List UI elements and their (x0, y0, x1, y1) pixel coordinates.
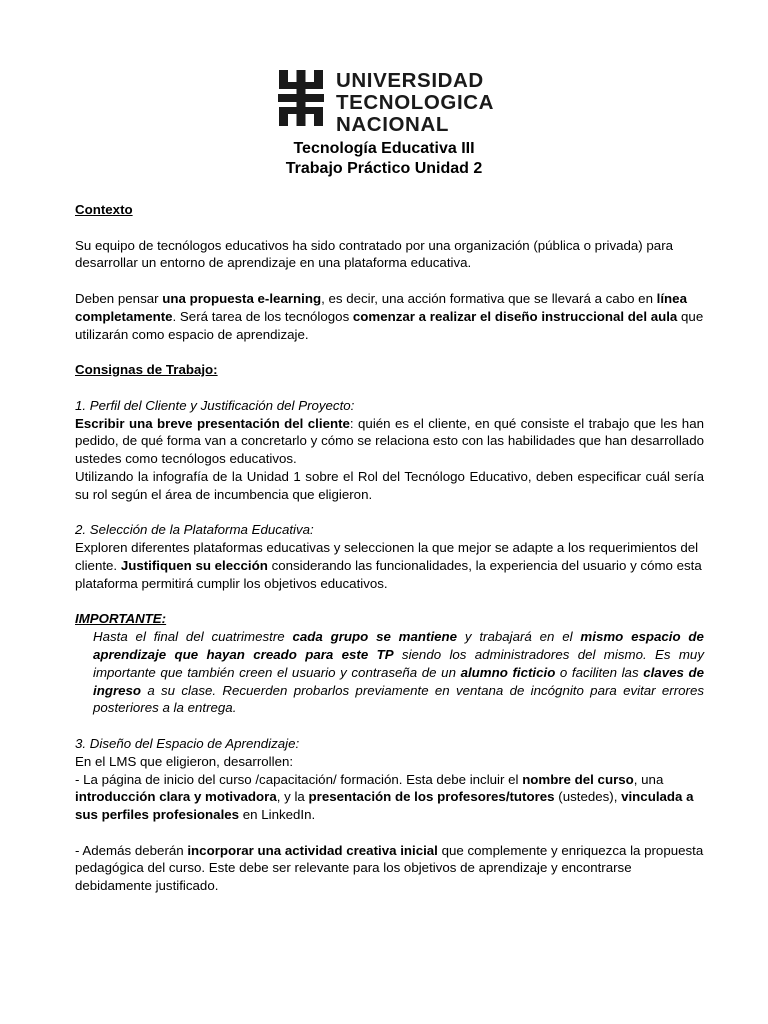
course-title: Tecnología Educativa III (293, 140, 475, 157)
contexto-paragraph-2: Deben pensar una propuesta e-learning, es decir, una acción formativa que se llevará a cabo en línea completamente. Será tarea de los tecnólogos comenzar a realizar el diseño instruccional del aula que utilizarán como espacio de aprendizaje. (75, 290, 704, 342)
logo-line-3: NACIONAL (336, 113, 449, 136)
item-1-paragraph: Escribir una breve presentación del cliente: quién es el cliente, en qué consiste el trabajo que les han pedido, de qué forma van a concretarlo y cómo se relaciona esto con las habilidades que han desarrollado ustedes como tecnólogos educativos. (75, 415, 704, 467)
item-1-title: 1. Perfil del Cliente y Justificación del Proyecto: (75, 397, 355, 413)
item-3-paragraph-1: - La página de inicio del curso /capacitación/ formación. Esta debe incluir el nombre del curso, una introducción clara y motivadora, y la presentación de los profesores/tutores (ustedes), vinculada a sus perfiles profesionales en LinkedIn. (75, 771, 694, 823)
important-paragraph: Hasta el final del cuatrimestre cada grupo se mantiene y trabajará en el mismo espacio de aprendizaje que hayan creado para este TP siendo los administradores del mismo. Es muy importante que también creen el usuario y contraseña de un alumno ficticio o faciliten las claves de ingreso a su clase. Recuerden probarlos previamente en ventana de incógnito para evitar errores posteriores a la entrega. (93, 629, 704, 716)
item-2-paragraph: Exploren diferentes plataformas educativas y seleccionen la que mejor se adapte a los requerimientos del cliente. Justifiquen su elección considerando las funcionalidades, la experiencia del usuario y cómo esta plataforma permitirá cumplir los objetivos educativos. (75, 540, 702, 591)
utn-emblem-icon (278, 70, 324, 126)
item-3-paragraph-2: - Además deberán incorporar una actividad creativa inicial que complemente y enriquezca la propuesta pedagógica del curso. Este debe ser relevante para los objetivos de aprendizaje y encontrarse debidamente justificado. (75, 842, 704, 894)
item-1-paragraph-2: Utilizando la infografía de la Unidad 1 sobre el Rol del Tecnólogo Educativo, deben especificar cuál sería su rol según el área de incumbencia que eligieron. (75, 468, 704, 502)
important-heading: IMPORTANTE: (75, 611, 167, 627)
document-title (0, 139, 768, 179)
item-3-intro: En el LMS que eligieron, desarrollen: (75, 753, 294, 769)
utn-logo (278, 69, 495, 136)
item-3-title: 3. Diseño del Espacio de Aprendizaje: (75, 735, 300, 751)
contexto-paragraph-1: Su equipo de tecnólogos educativos ha sido contratado por una organización (pública o privada) para desarrollar un entorno de aprendizaje en una plataforma educativa. (75, 237, 674, 271)
section-heading-contexto: Contexto (75, 202, 133, 217)
logo-line-2: TECNOLOGICA (336, 91, 495, 114)
logo-line-1: UNIVERSIDAD (336, 69, 484, 92)
section-heading-consignas: Consignas de Trabajo: (75, 362, 218, 378)
assignment-title: Trabajo Práctico Unidad 2 (285, 160, 483, 177)
item-2-title: 2. Selección de la Plataforma Educativa: (75, 522, 314, 538)
utn-wordmark (336, 70, 494, 136)
document-body (75, 201, 704, 895)
